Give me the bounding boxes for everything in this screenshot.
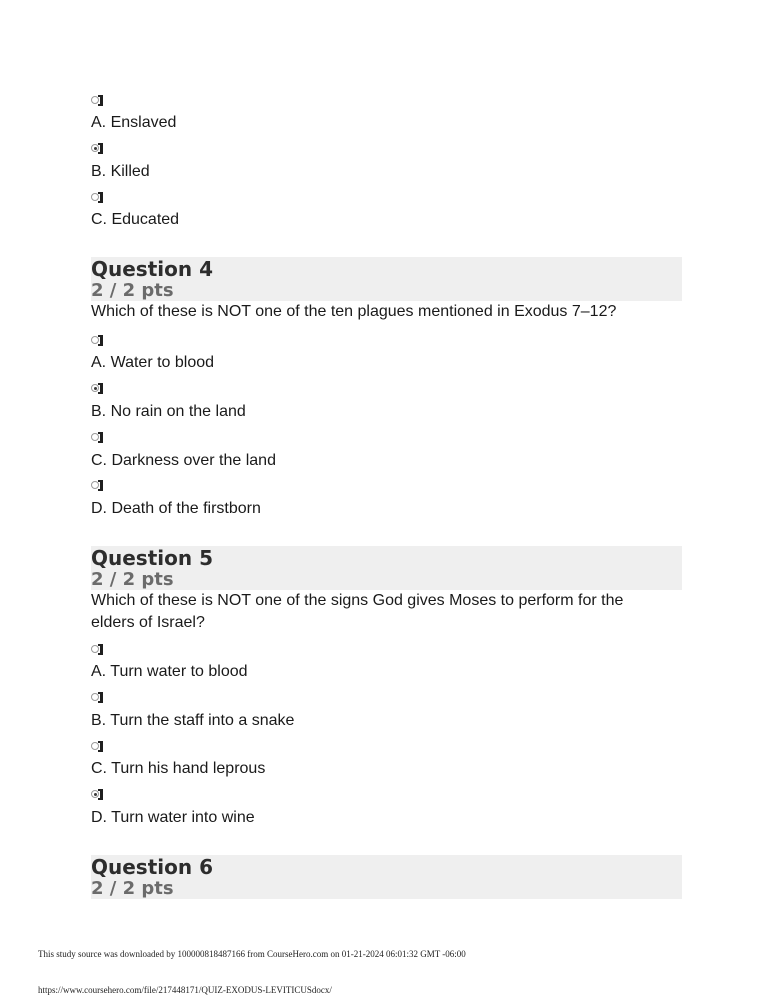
q4-option-a-radio[interactable]	[91, 335, 105, 346]
q5-option-c-radio[interactable]	[91, 741, 105, 752]
radio-empty-icon	[91, 433, 99, 441]
radio-empty-icon	[91, 742, 99, 750]
q5-option-d-radio[interactable]	[91, 789, 105, 800]
q4-option-a-label: A. Water to blood	[91, 354, 215, 371]
question-points: 2 / 2 pts	[91, 280, 174, 301]
source-url[interactable]: https://www.coursehero.com/file/217448171/QUIZ-EXODUS-LEVITICUSdocx/	[38, 985, 332, 995]
q4-option-b-radio[interactable]	[91, 383, 105, 394]
q3-option-b-label: B. Killed	[91, 163, 150, 180]
radio-empty-icon	[91, 96, 99, 104]
question-5-text: Which of these is NOT one of the signs God gives Moses to perform for the elders of Israel?	[91, 592, 624, 631]
radio-empty-icon	[91, 193, 99, 201]
q3-option-c-radio[interactable]	[91, 192, 105, 203]
question-points: 2 / 2 pts	[91, 878, 174, 899]
q5-option-d-label: D. Turn water into wine	[91, 809, 255, 826]
radio-empty-icon	[91, 693, 99, 701]
q3-option-c-label: C. Educated	[91, 211, 180, 228]
question-6-header	[91, 855, 682, 899]
question-title: Question 5	[91, 546, 213, 570]
q4-option-c-radio[interactable]	[91, 432, 105, 443]
q3-option-a-label: A. Enslaved	[91, 114, 177, 131]
question-title: Question 4	[91, 257, 213, 281]
radio-selected-icon	[91, 144, 99, 152]
q4-option-d-label: D. Death of the firstborn	[91, 500, 261, 517]
q5-option-a-radio[interactable]	[91, 644, 105, 655]
download-notice: This study source was downloaded by 100000818487166 from CourseHero.com on 01-21-2024 06:01:32 GMT -06:00	[38, 949, 466, 959]
q3-option-a-radio[interactable]	[91, 95, 105, 106]
q5-option-c-label: C. Turn his hand leprous	[91, 760, 266, 777]
radio-empty-icon	[91, 481, 99, 489]
question-points: 2 / 2 pts	[91, 569, 174, 590]
q4-option-b-label: B. No rain on the land	[91, 403, 246, 420]
q4-option-d-radio[interactable]	[91, 480, 105, 491]
question-5-header	[91, 546, 682, 590]
question-title: Question 6	[91, 855, 213, 879]
q5-option-a-label: A. Turn water to blood	[91, 663, 248, 680]
radio-selected-icon	[91, 384, 99, 392]
radio-empty-icon	[91, 645, 99, 653]
q5-option-b-radio[interactable]	[91, 692, 105, 703]
radio-selected-icon	[91, 790, 99, 798]
question-4-header	[91, 257, 682, 301]
radio-empty-icon	[91, 336, 99, 344]
question-4-text: Which of these is NOT one of the ten plagues mentioned in Exodus 7–12?	[91, 303, 617, 320]
q3-option-b-radio[interactable]	[91, 143, 105, 154]
q5-option-b-label: B. Turn the staff into a snake	[91, 712, 295, 729]
q4-option-c-label: C. Darkness over the land	[91, 452, 276, 469]
